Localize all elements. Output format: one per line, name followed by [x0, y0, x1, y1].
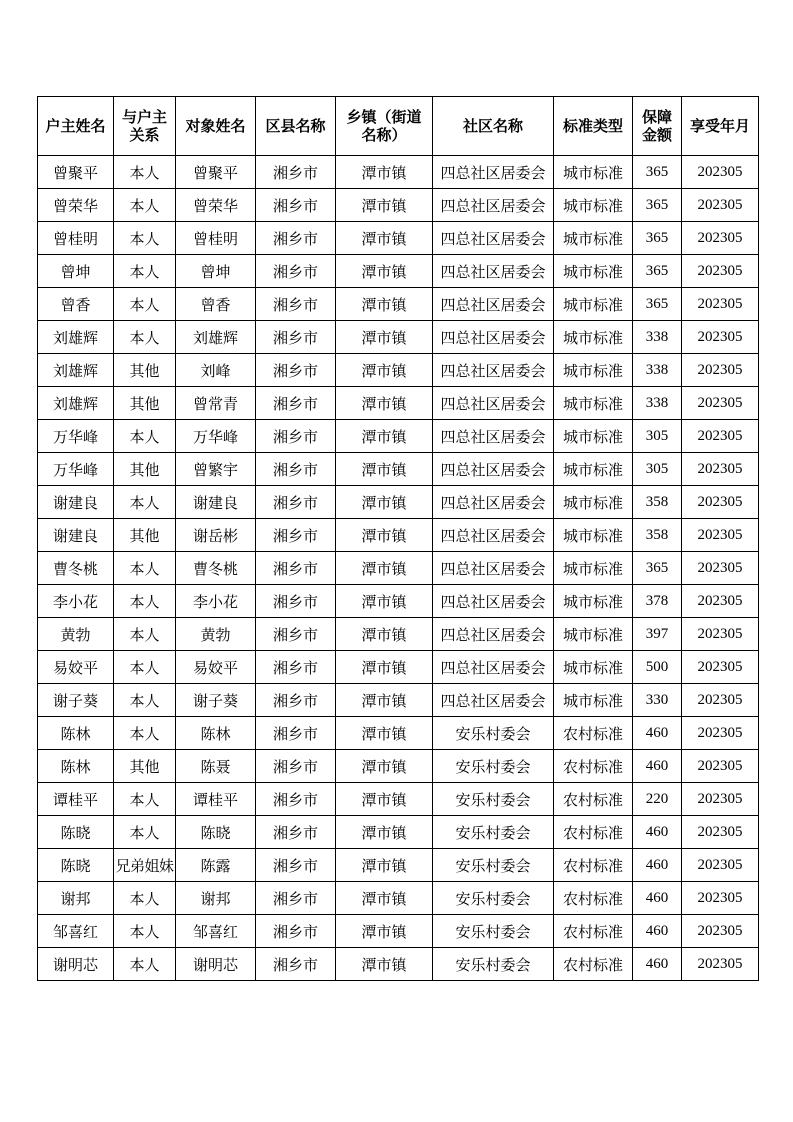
cell-standard: 城市标准: [554, 255, 633, 288]
cell-relation: 其他: [114, 387, 176, 420]
cell-subject: 曾荣华: [176, 189, 256, 222]
cell-county: 湘乡市: [256, 420, 336, 453]
table-row: [38, 321, 759, 354]
cell-standard: 城市标准: [554, 156, 633, 189]
cell-town: 潭市镇: [336, 750, 433, 783]
cell-county: 湘乡市: [256, 618, 336, 651]
column-header-subject: [176, 97, 256, 156]
cell-month: 202305: [682, 519, 759, 552]
cell-standard: 城市标准: [554, 321, 633, 354]
cell-month: 202305: [682, 387, 759, 420]
cell-month: 202305: [682, 453, 759, 486]
cell-subject: 曾繁宇: [176, 453, 256, 486]
cell-relation: 其他: [114, 519, 176, 552]
cell-town: 潭市镇: [336, 783, 433, 816]
cell-month: 202305: [682, 915, 759, 948]
cell-community: 四总社区居委会: [433, 651, 554, 684]
cell-county: 湘乡市: [256, 189, 336, 222]
cell-amount: 500: [633, 651, 682, 684]
cell-standard: 城市标准: [554, 618, 633, 651]
table-row: [38, 816, 759, 849]
table-row: [38, 519, 759, 552]
cell-month: 202305: [682, 255, 759, 288]
cell-town: 潭市镇: [336, 189, 433, 222]
cell-county: 湘乡市: [256, 354, 336, 387]
table-row: [38, 552, 759, 585]
column-header-relation: [114, 97, 176, 156]
cell-community: 安乐村委会: [433, 882, 554, 915]
cell-standard: 城市标准: [554, 684, 633, 717]
column-header-amount: [633, 97, 682, 156]
cell-town: 潭市镇: [336, 684, 433, 717]
cell-month: 202305: [682, 651, 759, 684]
cell-standard: 农村标准: [554, 750, 633, 783]
cell-subject: 李小花: [176, 585, 256, 618]
cell-subject: 谭桂平: [176, 783, 256, 816]
cell-town: 潭市镇: [336, 717, 433, 750]
cell-town: 潭市镇: [336, 156, 433, 189]
cell-relation: 本人: [114, 783, 176, 816]
cell-standard: 农村标准: [554, 948, 633, 981]
cell-county: 湘乡市: [256, 948, 336, 981]
cell-relation: 本人: [114, 255, 176, 288]
cell-county: 湘乡市: [256, 288, 336, 321]
cell-amount: 460: [633, 948, 682, 981]
table-row: [38, 255, 759, 288]
cell-town: 潭市镇: [336, 552, 433, 585]
cell-householder: 刘雄辉: [38, 321, 114, 354]
table-row: [38, 783, 759, 816]
cell-subject: 万华峰: [176, 420, 256, 453]
cell-county: 湘乡市: [256, 816, 336, 849]
cell-householder: 陈林: [38, 717, 114, 750]
cell-county: 湘乡市: [256, 651, 336, 684]
column-header-community: [433, 97, 554, 156]
cell-subject: 谢建良: [176, 486, 256, 519]
cell-month: 202305: [682, 948, 759, 981]
cell-relation: 本人: [114, 486, 176, 519]
cell-standard: 农村标准: [554, 849, 633, 882]
cell-standard: 城市标准: [554, 552, 633, 585]
cell-month: 202305: [682, 189, 759, 222]
cell-county: 湘乡市: [256, 387, 336, 420]
cell-amount: 365: [633, 552, 682, 585]
cell-standard: 城市标准: [554, 585, 633, 618]
cell-householder: 李小花: [38, 585, 114, 618]
column-header-standard: [554, 97, 633, 156]
cell-subject: 刘雄辉: [176, 321, 256, 354]
table-row: [38, 948, 759, 981]
cell-relation: 本人: [114, 717, 176, 750]
column-header-line: 金额: [641, 126, 672, 144]
cell-community: 安乐村委会: [433, 948, 554, 981]
cell-subject: 陈聂: [176, 750, 256, 783]
cell-town: 潭市镇: [336, 816, 433, 849]
cell-subject: 曹冬桃: [176, 552, 256, 585]
cell-town: 潭市镇: [336, 882, 433, 915]
cell-householder: 万华峰: [38, 420, 114, 453]
cell-householder: 曾坤: [38, 255, 114, 288]
cell-relation: 本人: [114, 618, 176, 651]
column-header-county: [256, 97, 336, 156]
cell-householder: 黄勃: [38, 618, 114, 651]
cell-community: 安乐村委会: [433, 849, 554, 882]
cell-subject: 谢子葵: [176, 684, 256, 717]
cell-month: 202305: [682, 717, 759, 750]
cell-county: 湘乡市: [256, 156, 336, 189]
cell-standard: 农村标准: [554, 783, 633, 816]
cell-community: 四总社区居委会: [433, 420, 554, 453]
cell-relation: 其他: [114, 453, 176, 486]
cell-community: 四总社区居委会: [433, 453, 554, 486]
cell-county: 湘乡市: [256, 717, 336, 750]
header-row: [38, 97, 759, 156]
cell-householder: 曾聚平: [38, 156, 114, 189]
cell-standard: 城市标准: [554, 486, 633, 519]
cell-town: 潭市镇: [336, 255, 433, 288]
cell-relation: 本人: [114, 189, 176, 222]
cell-community: 四总社区居委会: [433, 552, 554, 585]
cell-standard: 城市标准: [554, 453, 633, 486]
cell-relation: 兄弟姐妹: [114, 849, 176, 882]
cell-community: 安乐村委会: [433, 915, 554, 948]
cell-relation: 本人: [114, 651, 176, 684]
cell-county: 湘乡市: [256, 519, 336, 552]
cell-town: 潭市镇: [336, 585, 433, 618]
cell-town: 潭市镇: [336, 222, 433, 255]
cell-amount: 365: [633, 222, 682, 255]
cell-amount: 365: [633, 189, 682, 222]
cell-county: 湘乡市: [256, 552, 336, 585]
cell-month: 202305: [682, 882, 759, 915]
cell-householder: 曾香: [38, 288, 114, 321]
cell-standard: 城市标准: [554, 519, 633, 552]
cell-householder: 谭桂平: [38, 783, 114, 816]
cell-town: 潭市镇: [336, 651, 433, 684]
cell-amount: 365: [633, 255, 682, 288]
column-header-line: 名称）: [361, 126, 407, 144]
cell-amount: 365: [633, 156, 682, 189]
cell-amount: 460: [633, 750, 682, 783]
cell-month: 202305: [682, 288, 759, 321]
cell-community: 四总社区居委会: [433, 354, 554, 387]
cell-householder: 易姣平: [38, 651, 114, 684]
cell-householder: 谢邦: [38, 882, 114, 915]
cell-amount: 365: [633, 288, 682, 321]
cell-standard: 农村标准: [554, 915, 633, 948]
cell-town: 潭市镇: [336, 915, 433, 948]
cell-amount: 305: [633, 420, 682, 453]
cell-community: 四总社区居委会: [433, 387, 554, 420]
cell-community: 四总社区居委会: [433, 189, 554, 222]
cell-community: 四总社区居委会: [433, 684, 554, 717]
cell-householder: 陈晓: [38, 849, 114, 882]
cell-month: 202305: [682, 156, 759, 189]
cell-relation: 本人: [114, 948, 176, 981]
cell-standard: 城市标准: [554, 189, 633, 222]
table-row: [38, 420, 759, 453]
cell-month: 202305: [682, 750, 759, 783]
cell-subject: 陈露: [176, 849, 256, 882]
cell-standard: 农村标准: [554, 717, 633, 750]
cell-community: 四总社区居委会: [433, 222, 554, 255]
cell-month: 202305: [682, 222, 759, 255]
cell-town: 潭市镇: [336, 618, 433, 651]
cell-relation: 本人: [114, 816, 176, 849]
cell-month: 202305: [682, 420, 759, 453]
cell-county: 湘乡市: [256, 321, 336, 354]
cell-subject: 谢明芯: [176, 948, 256, 981]
table-row: [38, 453, 759, 486]
cell-county: 湘乡市: [256, 222, 336, 255]
cell-amount: 305: [633, 453, 682, 486]
table-body: [38, 156, 759, 981]
cell-householder: 谢建良: [38, 486, 114, 519]
cell-subject: 易姣平: [176, 651, 256, 684]
cell-county: 湘乡市: [256, 882, 336, 915]
cell-standard: 城市标准: [554, 354, 633, 387]
column-header-line: 对象姓名: [185, 117, 246, 135]
cell-month: 202305: [682, 585, 759, 618]
cell-county: 湘乡市: [256, 750, 336, 783]
cell-town: 潭市镇: [336, 354, 433, 387]
cell-community: 四总社区居委会: [433, 519, 554, 552]
table-row: [38, 585, 759, 618]
table-row: [38, 387, 759, 420]
cell-subject: 刘峰: [176, 354, 256, 387]
cell-householder: 陈晓: [38, 816, 114, 849]
cell-community: 四总社区居委会: [433, 618, 554, 651]
cell-subject: 曾聚平: [176, 156, 256, 189]
cell-month: 202305: [682, 816, 759, 849]
cell-relation: 本人: [114, 882, 176, 915]
column-header-householder: [38, 97, 114, 156]
cell-amount: 460: [633, 882, 682, 915]
cell-subject: 邹喜红: [176, 915, 256, 948]
cell-month: 202305: [682, 552, 759, 585]
cell-relation: 本人: [114, 420, 176, 453]
cell-community: 安乐村委会: [433, 750, 554, 783]
column-header-line: 社区名称: [462, 117, 523, 135]
table-row: [38, 915, 759, 948]
cell-householder: 曹冬桃: [38, 552, 114, 585]
cell-subject: 谢邦: [176, 882, 256, 915]
cell-amount: 460: [633, 717, 682, 750]
cell-relation: 本人: [114, 552, 176, 585]
cell-householder: 曾荣华: [38, 189, 114, 222]
cell-amount: 330: [633, 684, 682, 717]
table-row: [38, 222, 759, 255]
cell-amount: 358: [633, 486, 682, 519]
cell-subject: 黄勃: [176, 618, 256, 651]
cell-town: 潭市镇: [336, 849, 433, 882]
allowance-table: [37, 96, 759, 981]
cell-relation: 本人: [114, 156, 176, 189]
cell-standard: 城市标准: [554, 651, 633, 684]
cell-relation: 本人: [114, 288, 176, 321]
cell-householder: 谢建良: [38, 519, 114, 552]
cell-town: 潭市镇: [336, 321, 433, 354]
cell-town: 潭市镇: [336, 453, 433, 486]
cell-month: 202305: [682, 486, 759, 519]
cell-county: 湘乡市: [256, 585, 336, 618]
column-header-line: 乡镇（街道: [346, 108, 422, 126]
cell-householder: 刘雄辉: [38, 354, 114, 387]
cell-relation: 其他: [114, 750, 176, 783]
cell-town: 潭市镇: [336, 387, 433, 420]
cell-town: 潭市镇: [336, 948, 433, 981]
table-row: [38, 354, 759, 387]
cell-town: 潭市镇: [336, 288, 433, 321]
column-header-town: [336, 97, 433, 156]
column-header-line: 保障: [641, 108, 672, 126]
cell-county: 湘乡市: [256, 255, 336, 288]
cell-amount: 220: [633, 783, 682, 816]
cell-amount: 460: [633, 816, 682, 849]
cell-month: 202305: [682, 354, 759, 387]
cell-community: 四总社区居委会: [433, 255, 554, 288]
cell-relation: 本人: [114, 915, 176, 948]
cell-householder: 刘雄辉: [38, 387, 114, 420]
cell-town: 潭市镇: [336, 519, 433, 552]
cell-amount: 460: [633, 915, 682, 948]
cell-month: 202305: [682, 849, 759, 882]
cell-county: 湘乡市: [256, 915, 336, 948]
cell-community: 四总社区居委会: [433, 585, 554, 618]
cell-subject: 曾常青: [176, 387, 256, 420]
cell-householder: 谢明芯: [38, 948, 114, 981]
table-row: [38, 156, 759, 189]
cell-householder: 万华峰: [38, 453, 114, 486]
cell-county: 湘乡市: [256, 783, 336, 816]
cell-community: 四总社区居委会: [433, 321, 554, 354]
table-row: [38, 618, 759, 651]
cell-county: 湘乡市: [256, 849, 336, 882]
column-header-line: 标准类型: [562, 117, 623, 135]
cell-county: 湘乡市: [256, 486, 336, 519]
cell-amount: 338: [633, 354, 682, 387]
table-row: [38, 684, 759, 717]
table-row: [38, 750, 759, 783]
cell-amount: 338: [633, 321, 682, 354]
column-header-line: 关系: [129, 126, 160, 144]
column-header-line: 与户主: [121, 108, 167, 126]
table-row: [38, 849, 759, 882]
cell-community: 四总社区居委会: [433, 288, 554, 321]
cell-county: 湘乡市: [256, 453, 336, 486]
table-row: [38, 717, 759, 750]
cell-amount: 460: [633, 849, 682, 882]
table-row: [38, 288, 759, 321]
cell-community: 安乐村委会: [433, 816, 554, 849]
cell-month: 202305: [682, 783, 759, 816]
cell-subject: 曾香: [176, 288, 256, 321]
cell-month: 202305: [682, 321, 759, 354]
cell-relation: 本人: [114, 222, 176, 255]
cell-subject: 曾桂明: [176, 222, 256, 255]
cell-relation: 本人: [114, 321, 176, 354]
cell-standard: 农村标准: [554, 816, 633, 849]
cell-town: 潭市镇: [336, 420, 433, 453]
column-header-line: 区县名称: [265, 117, 326, 135]
table-row: [38, 486, 759, 519]
cell-relation: 其他: [114, 354, 176, 387]
cell-community: 安乐村委会: [433, 783, 554, 816]
column-header-line: 享受年月: [689, 117, 750, 135]
cell-standard: 农村标准: [554, 882, 633, 915]
cell-amount: 378: [633, 585, 682, 618]
cell-town: 潭市镇: [336, 486, 433, 519]
cell-standard: 城市标准: [554, 222, 633, 255]
table-row: [38, 189, 759, 222]
cell-standard: 城市标准: [554, 387, 633, 420]
cell-relation: 本人: [114, 585, 176, 618]
cell-community: 安乐村委会: [433, 717, 554, 750]
cell-relation: 本人: [114, 684, 176, 717]
cell-householder: 谢子葵: [38, 684, 114, 717]
table-row: [38, 651, 759, 684]
cell-subject: 谢岳彬: [176, 519, 256, 552]
cell-community: 四总社区居委会: [433, 156, 554, 189]
cell-amount: 338: [633, 387, 682, 420]
cell-subject: 陈林: [176, 717, 256, 750]
cell-householder: 陈林: [38, 750, 114, 783]
cell-subject: 曾坤: [176, 255, 256, 288]
cell-community: 四总社区居委会: [433, 486, 554, 519]
cell-month: 202305: [682, 684, 759, 717]
cell-standard: 城市标准: [554, 420, 633, 453]
cell-county: 湘乡市: [256, 684, 336, 717]
cell-amount: 397: [633, 618, 682, 651]
cell-standard: 城市标准: [554, 288, 633, 321]
cell-householder: 曾桂明: [38, 222, 114, 255]
cell-month: 202305: [682, 618, 759, 651]
table-row: [38, 882, 759, 915]
column-header-month: [682, 97, 759, 156]
cell-subject: 陈晓: [176, 816, 256, 849]
cell-amount: 358: [633, 519, 682, 552]
cell-householder: 邹喜红: [38, 915, 114, 948]
column-header-line: 户主姓名: [45, 117, 106, 135]
